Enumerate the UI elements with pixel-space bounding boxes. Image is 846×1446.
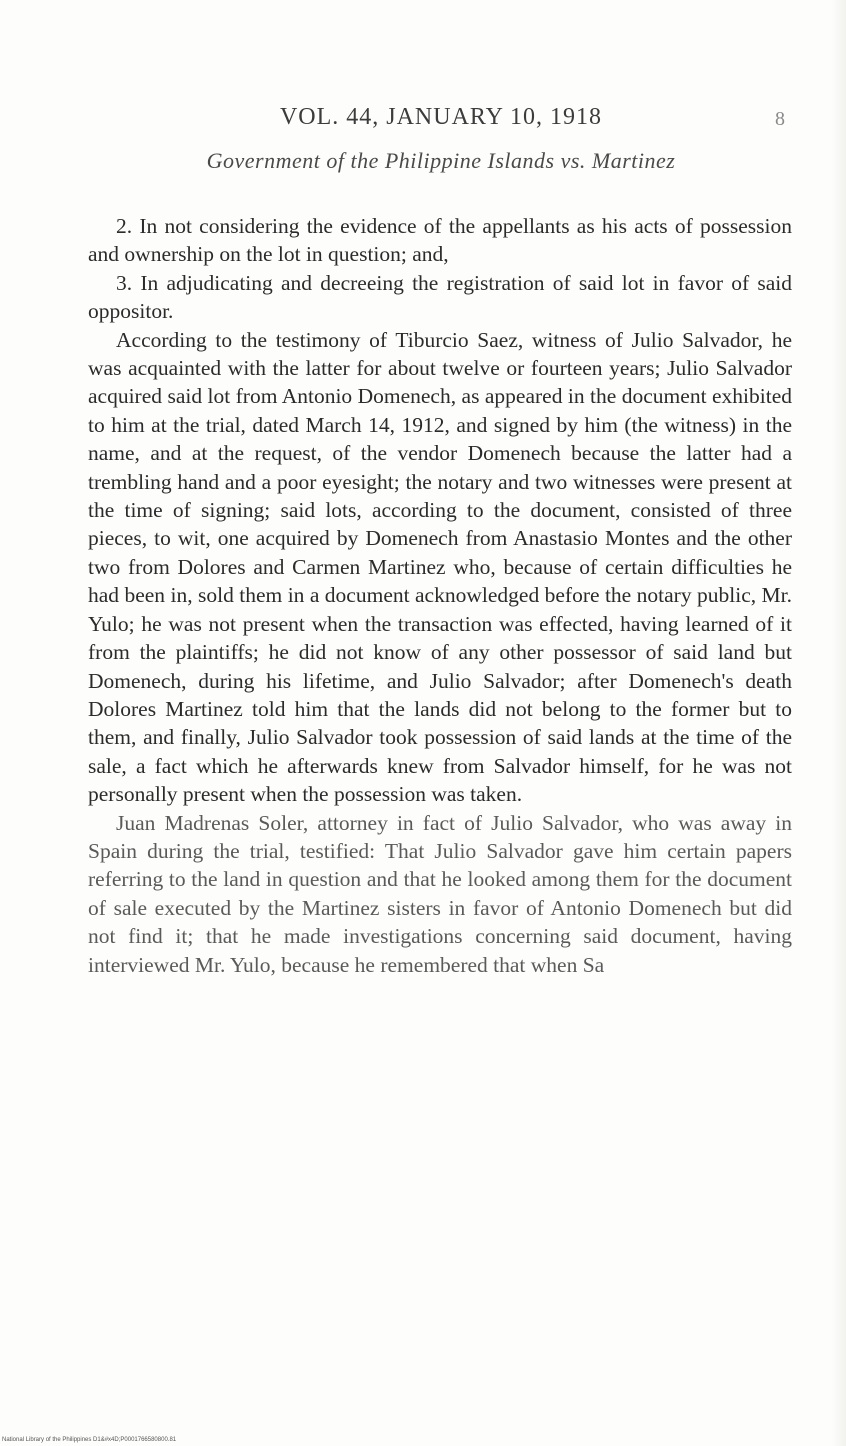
paragraph-saez-testimony: According to the testimony of Tiburcio Saez, witness of Julio Salvador, he was acquainted with the latter for about twelve or fourteen years; Julio Salvador acquired said lot from Antonio Domenech, as appeared in the document exhibited to him at the trial, dated March 14, 1912, and signed by him (the witness) in the name, and at the request, of the vendor Domenech because the latter had a trembling hand and a poor eyesight; the notary and two witnesses were present at the time of signing; said lots, according to the document, consisted of three pieces, to wit, one acquired by Domenech from Anastasio Montes and the other two from Dolores and Carmen Martinez who, because of certain difficulties he had been in, sold them in a document acknowledged before the notary public, Mr. Yulo; he was not present when the transaction was effected, having learned of it from the plaintiffs; he did not know of any other possessor of said land but Domenech, during his lifetime, and Julio Salvador; after Domenech's death Dolores Martinez told him that the lands did not belong to the former but to them, and finally, Julio Salvador took possession of said lands at the time of the sale, a fact which he afterwards knew from Salvador himself, for he was not personally present when the possession was taken. [88,327,792,807]
page-edge-shadow [832,0,846,1446]
case-title: Government of the Philippine Islands vs. Martinez [206,148,676,173]
page-number-mark: 8 [775,108,785,130]
body-text [88,212,792,979]
scan-credit-footer: National Library of the Philippines D1&#x4D;P0001766580800.81 [2,1437,177,1443]
volume-date-header: VOL. 44, JANUARY 10, 1918 [279,104,603,130]
paragraph-assignment-2: 2. In not considering the evidence of the appellants as his acts of possession and ownership on the lot in question; and, [88,214,792,267]
paragraph-soler-testimony: Juan Madrenas Soler, attorney in fact of Julio Salvador, who was away in Spain during the trial, testified: That Julio Salvador gave him certain papers referring to the land in question and that he looked among them for the document of sale executed by the Martinez sisters in favor of Antonio Domenech but did not find it; that he made investigations concerning said document, having interviewed Mr. Yulo, because he remembered that when Sa [88,810,792,977]
paragraph-assignment-3: 3. In adjudicating and decreeing the registration of said lot in favor of said oppositor. [88,270,792,324]
